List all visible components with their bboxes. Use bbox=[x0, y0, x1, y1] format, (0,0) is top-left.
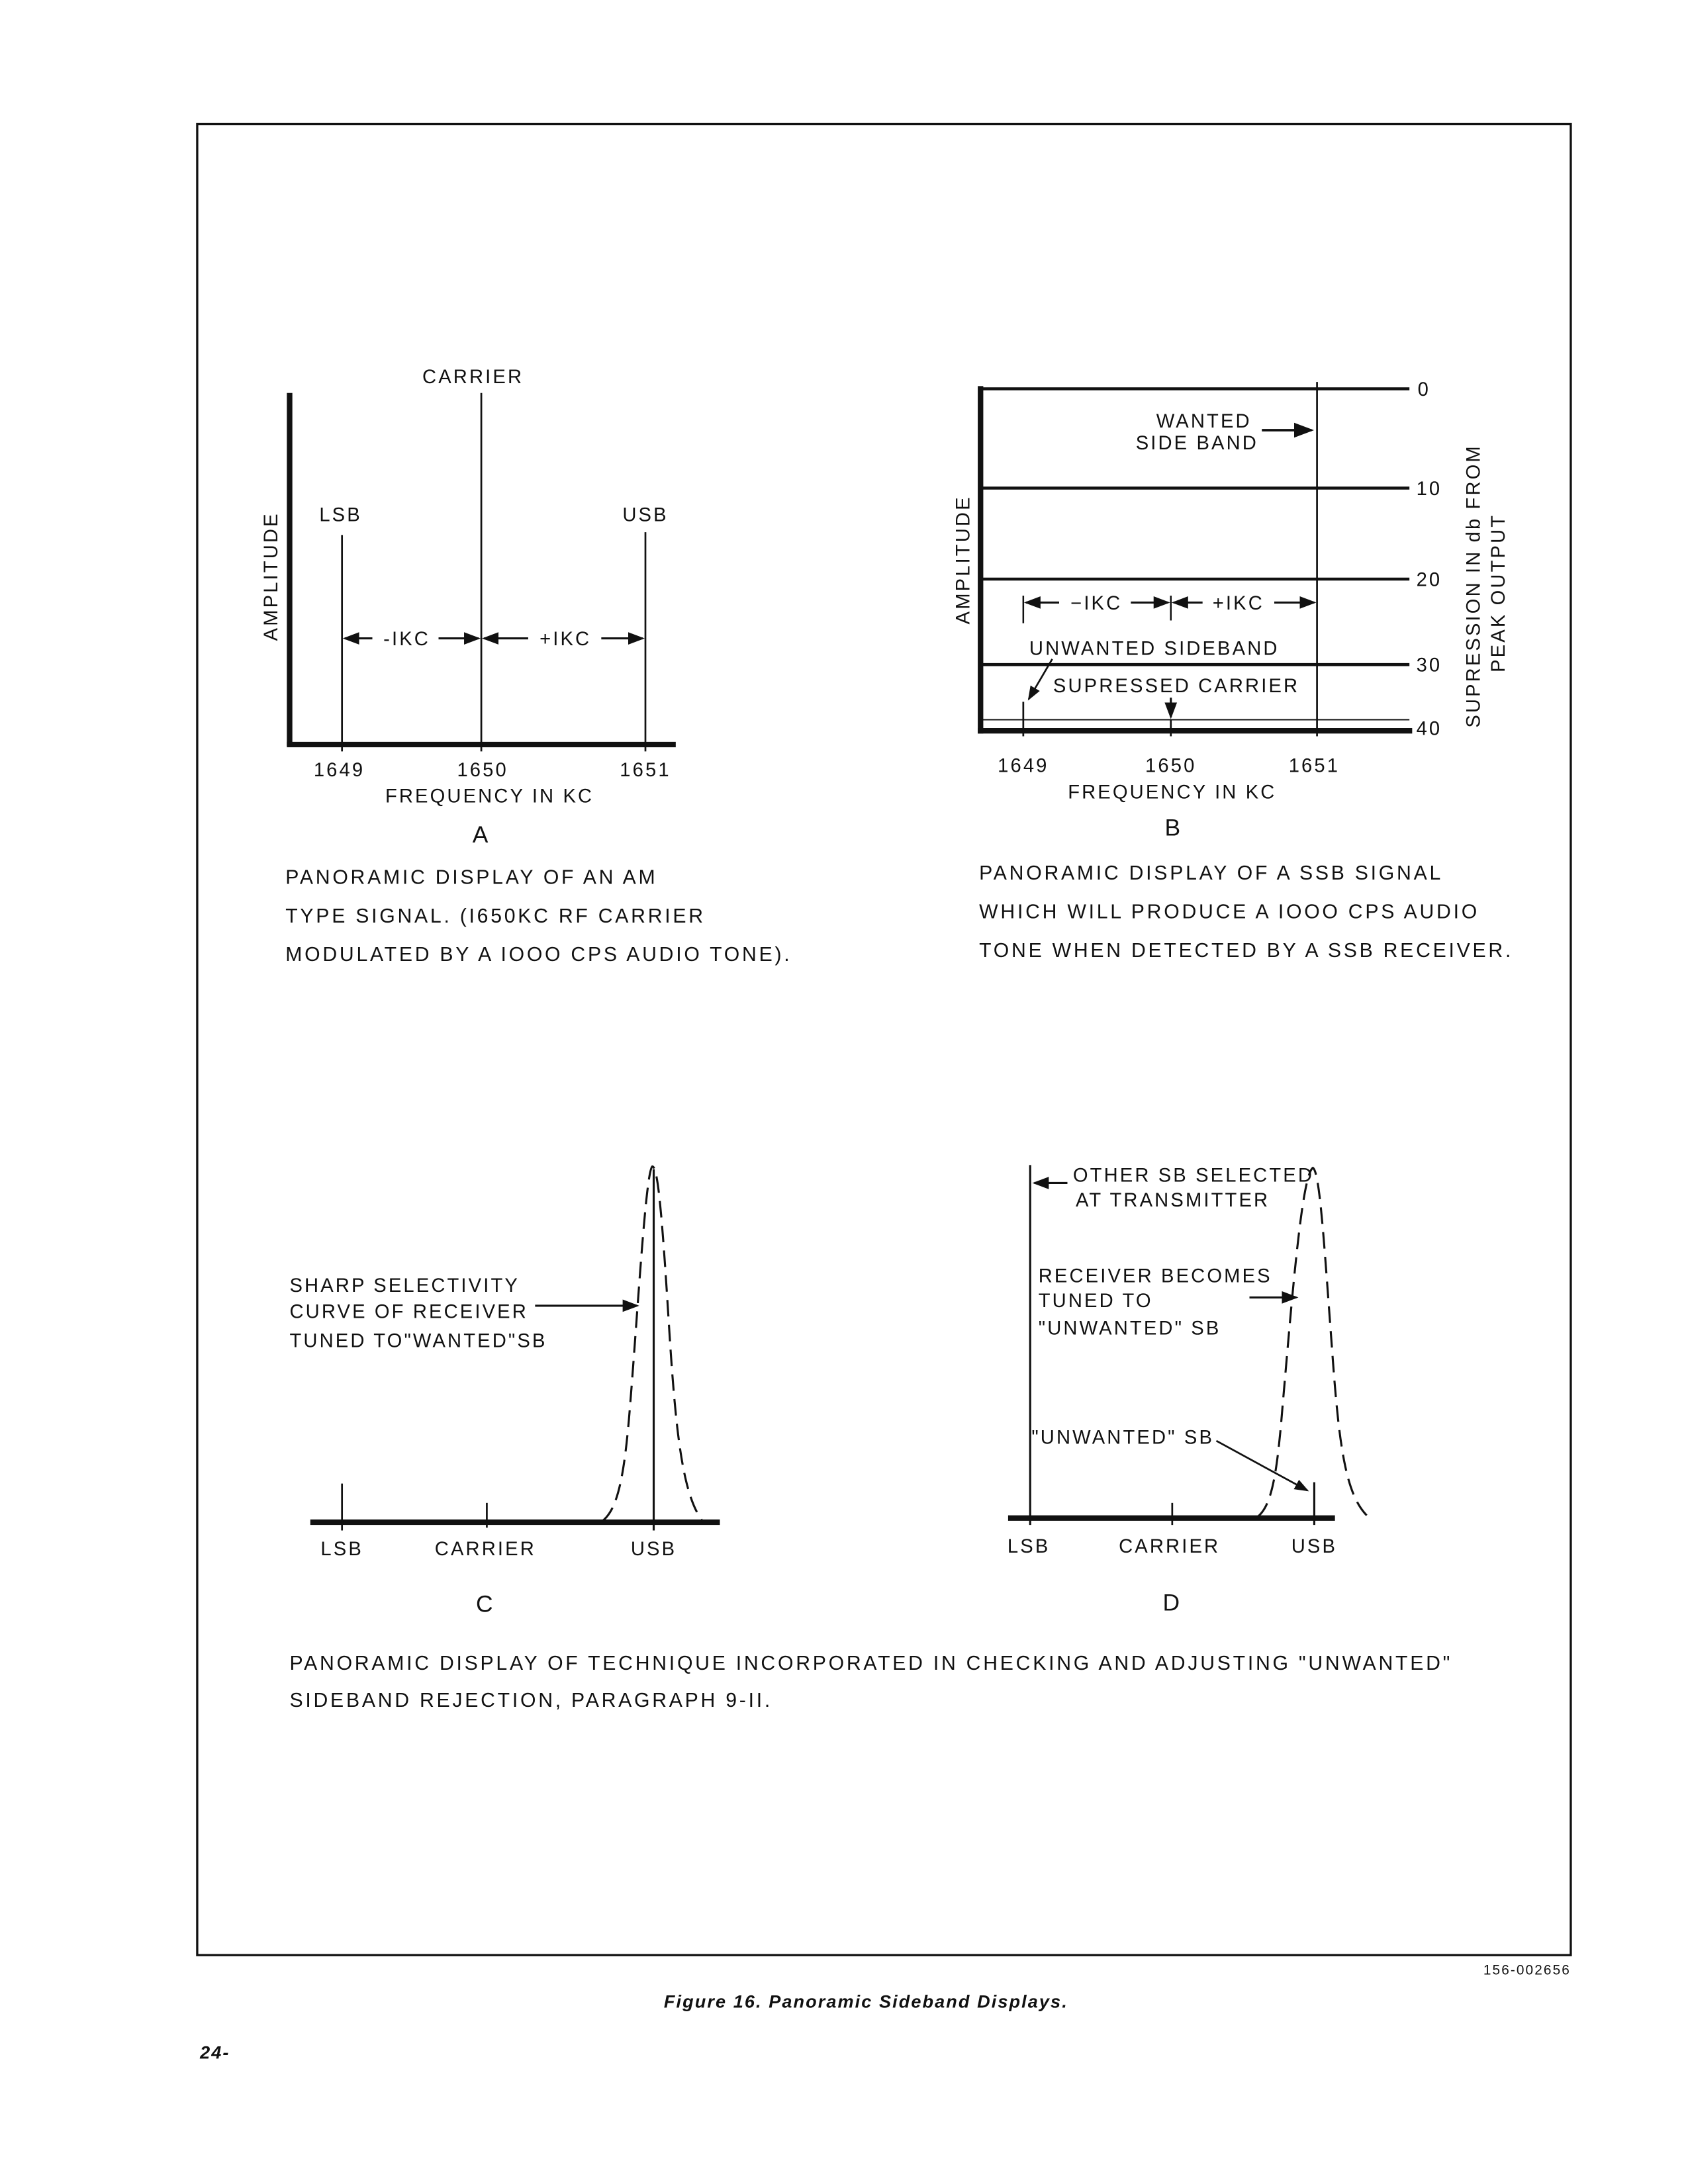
figure-id: 156-002656 bbox=[1483, 1962, 1571, 1978]
wanted-label: WANTED bbox=[1156, 410, 1252, 432]
lsb-label: LSB bbox=[1007, 1535, 1051, 1557]
tick-1651: 1651 bbox=[620, 759, 671, 781]
transmitter-label: AT TRANSMITTER bbox=[1076, 1189, 1270, 1211]
plus-1kc-label: +IKC bbox=[539, 629, 592, 650]
minus-1kc-label: -IKC bbox=[383, 629, 430, 650]
caption-line: TYPE SIGNAL. (I650KC RF CARRIER bbox=[285, 905, 706, 927]
carrier-label: CARRIER bbox=[422, 367, 524, 388]
tick-1650: 1650 bbox=[1145, 755, 1197, 777]
arrow-icon bbox=[1217, 1441, 1308, 1490]
frequency-label: FREQUENCY IN KC bbox=[385, 786, 594, 807]
amplitude-label: AMPLITUDE bbox=[260, 512, 282, 641]
page-number: 24- bbox=[200, 2042, 230, 2063]
receiver-line: RECEIVER BECOMES bbox=[1038, 1265, 1272, 1287]
panel-b bbox=[953, 379, 1514, 962]
sideband-label: SIDE BAND bbox=[1135, 433, 1258, 455]
note-line: SHARP SELECTIVITY bbox=[289, 1275, 520, 1297]
panel-letter: B bbox=[1164, 814, 1183, 841]
db-tick: 30 bbox=[1416, 655, 1442, 676]
panel-letter: C bbox=[475, 1590, 495, 1617]
caption-line: WHICH WILL PRODUCE A IOOO CPS AUDIO bbox=[979, 901, 1479, 923]
panel-c bbox=[290, 1167, 720, 1617]
db-tick: 20 bbox=[1416, 569, 1442, 591]
caption-line: PANORAMIC DISPLAY OF AN AM bbox=[285, 866, 658, 889]
peak-output-label: PEAK OUTPUT bbox=[1487, 513, 1509, 672]
receiver-line: TUNED TO bbox=[1038, 1291, 1153, 1312]
suppression-label: SUPRESSION IN db FROM bbox=[1463, 444, 1485, 728]
tick-1651: 1651 bbox=[1288, 755, 1340, 777]
usb-label: USB bbox=[1291, 1535, 1338, 1557]
lsb-label: LSB bbox=[319, 504, 362, 526]
caption-line: PANORAMIC DISPLAY OF A SSB SIGNAL bbox=[979, 862, 1444, 885]
panel-letter: A bbox=[472, 821, 491, 848]
amplitude-label: AMPLITUDE bbox=[953, 495, 974, 625]
tick-1649: 1649 bbox=[313, 759, 365, 781]
minus-1kc-label: −IKC bbox=[1070, 592, 1123, 614]
panel-a bbox=[261, 367, 792, 966]
suppressed-carrier-label: SUPRESSED CARRIER bbox=[1053, 675, 1300, 697]
lsb-label: LSB bbox=[320, 1539, 363, 1560]
caption-line: TONE WHEN DETECTED BY A SSB RECEIVER. bbox=[979, 939, 1514, 962]
caption-line: MODULATED BY A IOOO CPS AUDIO TONE). bbox=[285, 944, 792, 966]
note-line: CURVE OF RECEIVER bbox=[289, 1301, 528, 1323]
tick-1649: 1649 bbox=[998, 755, 1049, 777]
frequency-label: FREQUENCY IN KC bbox=[1068, 782, 1277, 803]
receiver-line: "UNWANTED" SB bbox=[1038, 1318, 1221, 1340]
bottom-caption-line: SIDEBAND REJECTION, PARAGRAPH 9-II. bbox=[289, 1690, 773, 1712]
panel-d bbox=[1008, 1165, 1368, 1615]
usb-label: USB bbox=[622, 504, 669, 526]
carrier-label: CARRIER bbox=[1119, 1535, 1221, 1557]
db-tick: 40 bbox=[1416, 718, 1442, 740]
usb-label: USB bbox=[630, 1539, 677, 1560]
bottom-caption-line: PANORAMIC DISPLAY OF TECHNIQUE INCORPORATED IN CHECKING AND ADJUSTING "UNWANTED" bbox=[289, 1652, 1453, 1674]
db-tick: 10 bbox=[1416, 478, 1442, 500]
note-line: TUNED TO"WANTED"SB bbox=[289, 1330, 547, 1352]
selectivity-curve bbox=[1258, 1168, 1368, 1517]
plus-1kc-label: +IKC bbox=[1212, 592, 1264, 614]
panel-letter: D bbox=[1162, 1589, 1182, 1616]
figure-frame bbox=[197, 124, 1571, 1956]
carrier-label: CARRIER bbox=[434, 1539, 536, 1560]
unwanted-sb-label: "UNWANTED" SB bbox=[1031, 1427, 1215, 1449]
unwanted-sideband-label: UNWANTED SIDEBAND bbox=[1029, 638, 1280, 660]
db-tick: 0 bbox=[1417, 379, 1431, 400]
figure-caption: Figure 16. Panoramic Sideband Displays. bbox=[663, 1991, 1068, 2012]
tick-1650: 1650 bbox=[457, 759, 508, 781]
other-sb-label: OTHER SB SELECTED bbox=[1072, 1165, 1315, 1187]
